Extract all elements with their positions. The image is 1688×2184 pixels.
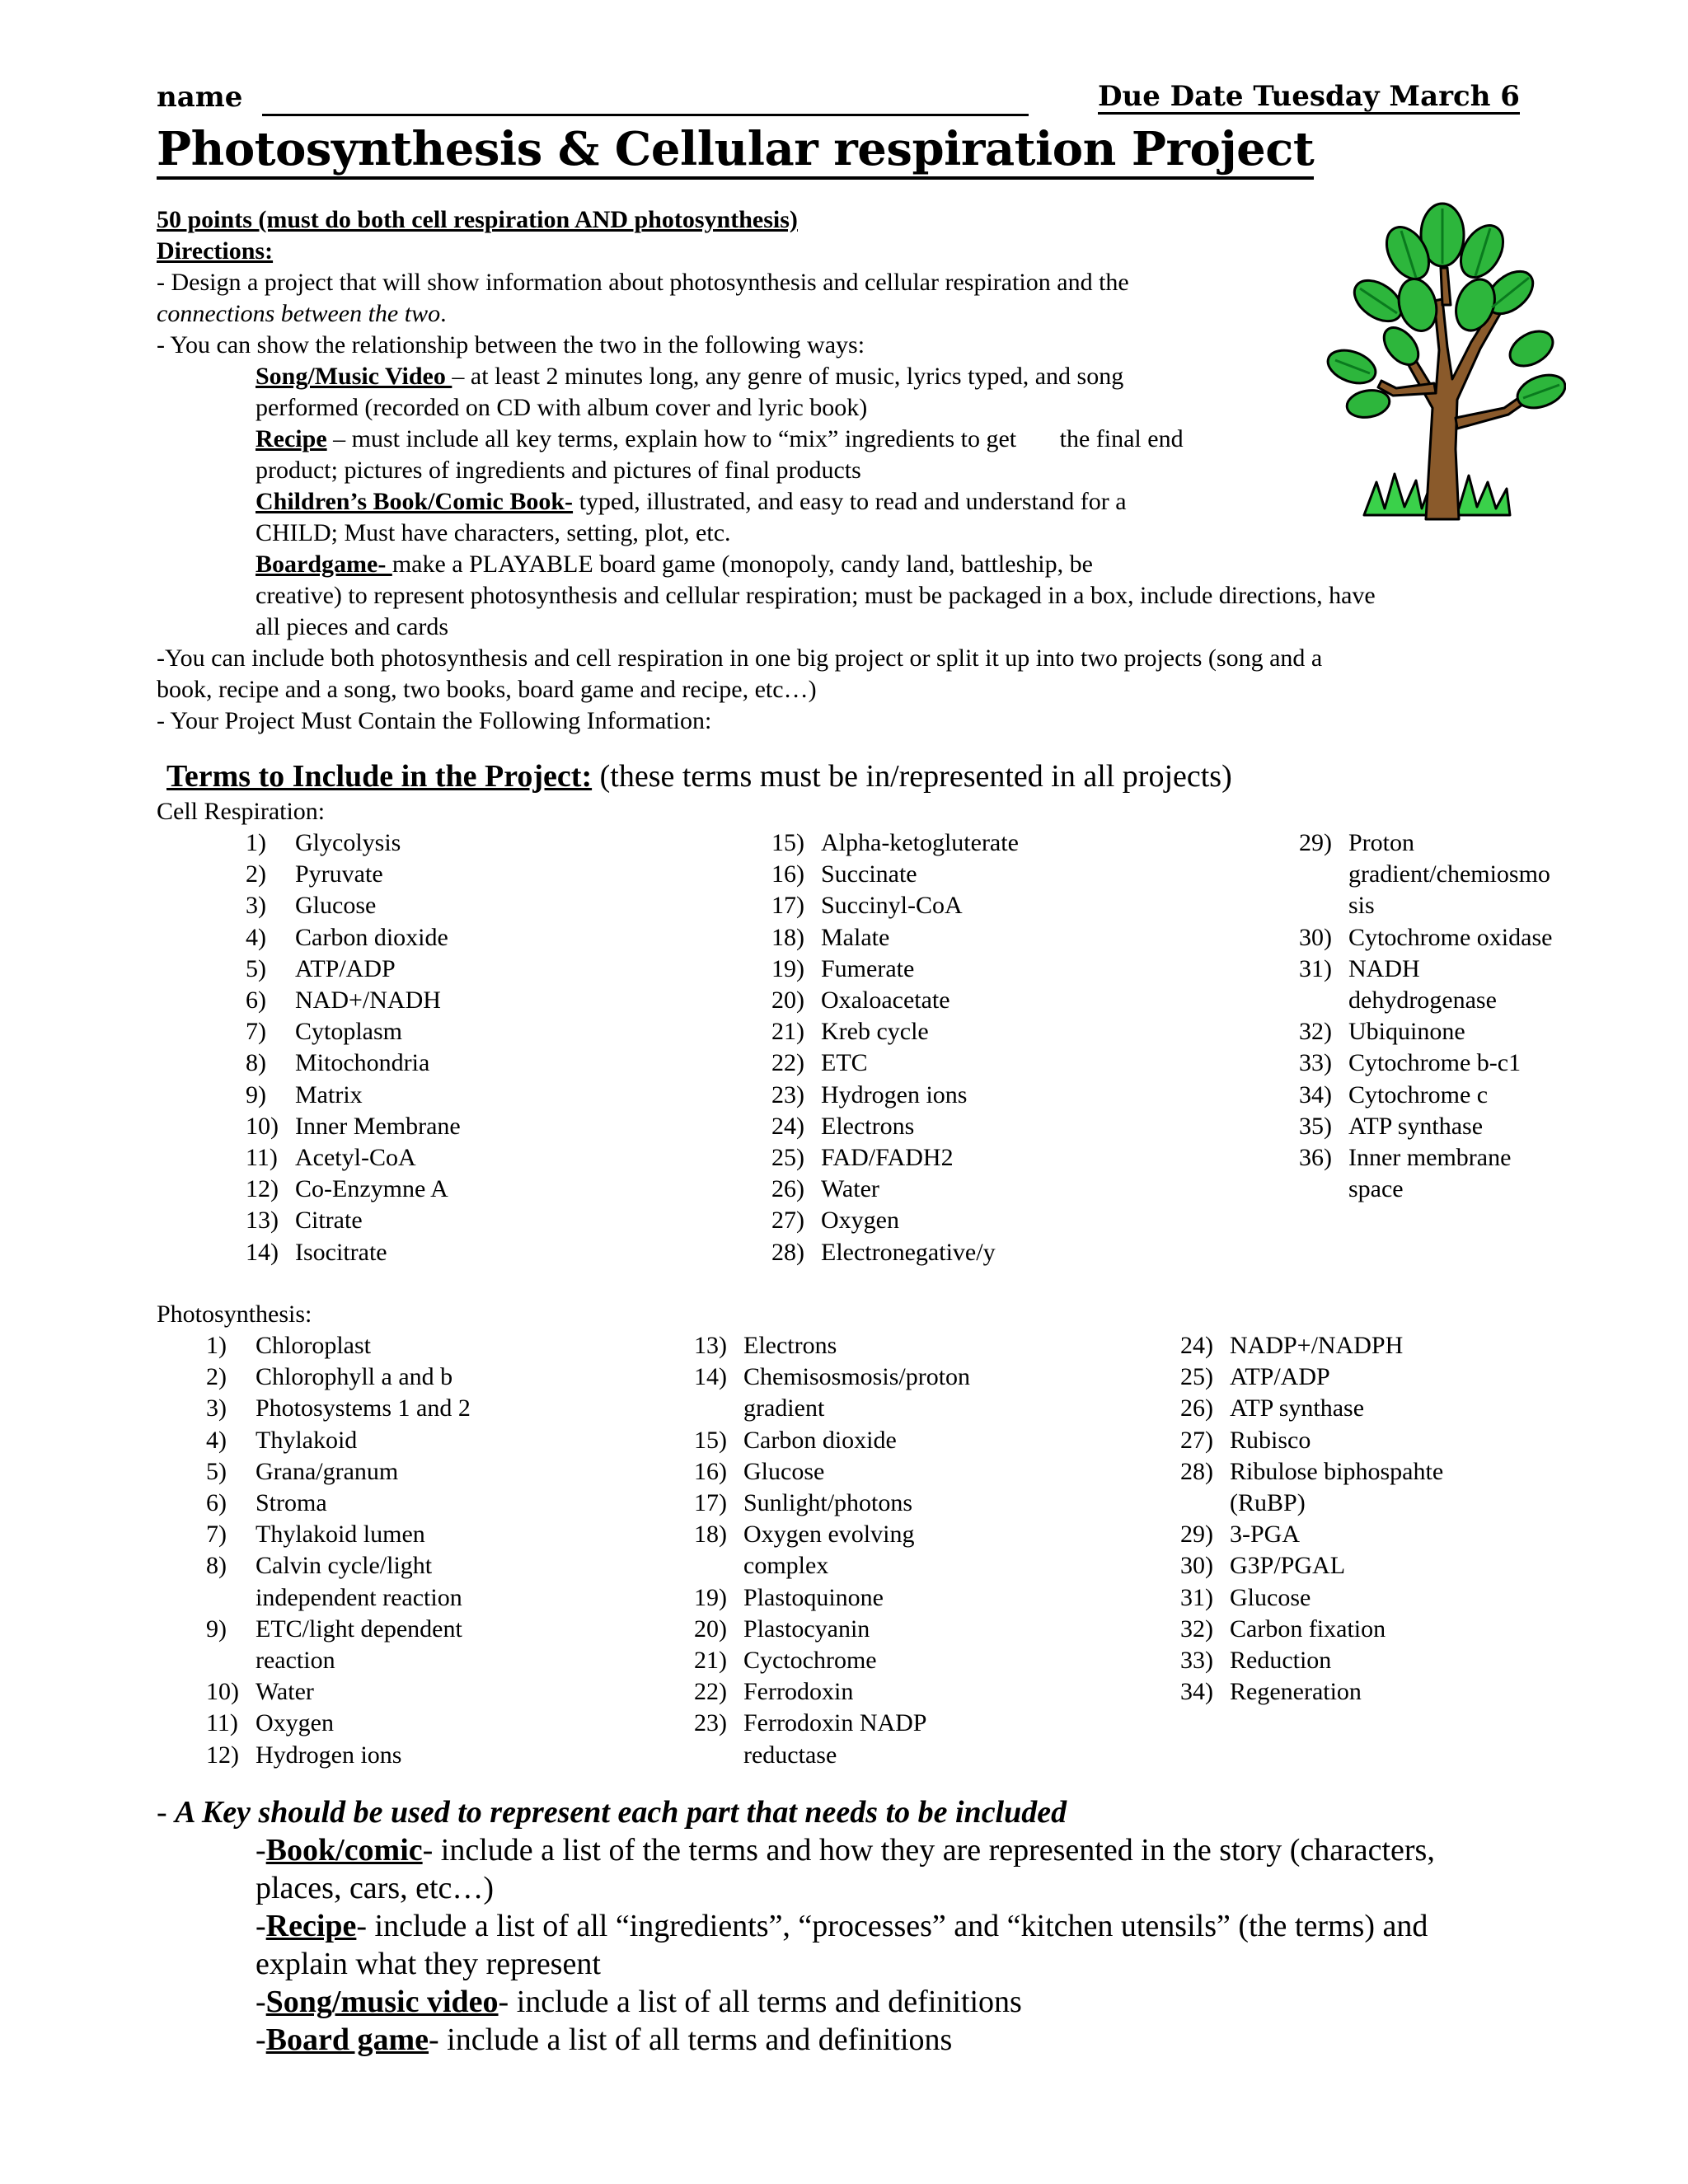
list-item-term: ATP/ADP xyxy=(1230,1363,1330,1391)
list-item-number: 25) xyxy=(1180,1363,1213,1391)
key-item-book-label: Book/comic xyxy=(265,1833,423,1868)
list-item-number: 1) xyxy=(206,1332,227,1359)
list-item-number: 28) xyxy=(771,1238,804,1266)
key-heading xyxy=(157,1793,1067,1831)
directions-line-2 xyxy=(157,298,447,330)
option-book-label: Children’s Book/Comic Book- xyxy=(256,488,574,515)
list-item-term: Water xyxy=(256,1678,314,1706)
list-item-term: Oxaloacetate xyxy=(821,987,950,1015)
list-item-number: 3) xyxy=(206,1394,227,1422)
list-item-number: 27) xyxy=(771,1207,804,1235)
list-item-number: 30) xyxy=(1299,923,1332,951)
list-item xyxy=(246,1142,707,1174)
list-item-term: ETC/light dependent xyxy=(256,1615,462,1643)
list-item xyxy=(1299,1080,1662,1111)
list-item-number: 12) xyxy=(206,1741,239,1769)
photosynthesis-list-1 xyxy=(206,1330,684,1771)
key-item-song-label: Song/music video xyxy=(265,1985,499,2019)
list-item-term: Alpha-ketogluterate xyxy=(821,829,1019,856)
list-item-number: 14) xyxy=(246,1238,279,1266)
list-item-term: Chemisosmosis/proton xyxy=(743,1363,971,1391)
list-item-number: 9) xyxy=(246,1080,266,1108)
option-song-line-2: performed (recorded on CD with album cover and lyric book) xyxy=(256,394,868,421)
key-item-recipe-line-2: explain what they represent xyxy=(256,1947,601,1981)
list-item-number: 7) xyxy=(206,1521,227,1549)
option-recipe-line-2: product; pictures of ingredients and pictures of final products xyxy=(256,457,861,484)
list-item-term: Cytochrome b-c1 xyxy=(1348,1049,1522,1077)
list-item-term: Water xyxy=(821,1175,879,1203)
list-item xyxy=(246,985,707,1016)
key-item-boardgame: -Board game- include a list of all terms and definitions xyxy=(256,2022,953,2057)
list-item xyxy=(771,1016,1233,1047)
list-item-number: 9) xyxy=(206,1615,227,1643)
directions-contain: - Your Project Must Contain the Following Information: xyxy=(157,707,712,734)
list-item-number: 15) xyxy=(771,829,804,856)
list-item-number: 31) xyxy=(1180,1583,1213,1611)
list-item-term: Carbon dioxide xyxy=(743,1426,897,1454)
key-heading-text: A Key should be used to represent each part that needs to be included xyxy=(175,1795,1067,1830)
list-item xyxy=(1299,1047,1662,1079)
list-item-number: 24) xyxy=(1180,1332,1213,1359)
list-item-term: Glucose xyxy=(1230,1583,1311,1611)
key-item-book-text: - include a list of the terms and how they are represented in the story (characters, xyxy=(422,1833,1435,1868)
list-item xyxy=(1299,827,1662,922)
list-item xyxy=(206,1614,684,1676)
list-item xyxy=(206,1488,684,1519)
page-title: Photosynthesis & Cellular respiration Project xyxy=(157,122,1314,180)
list-item-term: Oxygen evolving xyxy=(743,1521,915,1549)
list-item xyxy=(246,1237,707,1268)
list-item-term: ATP/ADP xyxy=(295,954,396,982)
list-item-term: Ferrodoxin xyxy=(743,1678,854,1706)
list-item-term: Oxygen xyxy=(256,1709,334,1737)
list-item-number: 31) xyxy=(1299,954,1332,982)
list-item-number: 21) xyxy=(771,1018,804,1046)
list-item-term: Pyruvate xyxy=(295,860,383,888)
list-item-number: 21) xyxy=(694,1647,727,1675)
terms-heading-note: (these terms must be in/represented in all projects) xyxy=(592,759,1232,794)
option-book-line-2: CHILD; Must have characters, setting, plot, etc. xyxy=(256,519,731,546)
list-item-number: 23) xyxy=(694,1709,727,1737)
list-item xyxy=(694,1708,1172,1770)
list-item-number: 12) xyxy=(246,1175,279,1203)
list-item xyxy=(1180,1456,1642,1519)
list-item-number: 2) xyxy=(206,1363,227,1391)
directions-line-2-end: . xyxy=(440,300,447,327)
list-item-term: complex xyxy=(743,1552,829,1580)
list-item-term: Proton xyxy=(1348,829,1415,856)
list-item xyxy=(246,1205,707,1236)
list-item-term: Rubisco xyxy=(1230,1426,1311,1454)
list-item-term: reductase xyxy=(743,1741,837,1769)
list-item-term: NADH xyxy=(1348,954,1420,982)
list-item-number: 19) xyxy=(771,954,804,982)
list-item xyxy=(771,1080,1233,1111)
list-item-term: ATP synthase xyxy=(1230,1394,1365,1422)
list-item xyxy=(246,1111,707,1142)
list-item-term: Calvin cycle/light xyxy=(256,1552,433,1580)
list-item xyxy=(246,954,707,985)
list-item-number: 13) xyxy=(694,1332,727,1359)
header-row xyxy=(157,80,1520,122)
option-recipe-line-1 xyxy=(256,424,1184,455)
list-item xyxy=(694,1645,1172,1676)
cell-respiration-list-2 xyxy=(771,827,1233,1268)
list-item-term: Inner membrane xyxy=(1348,1144,1512,1172)
list-item xyxy=(1180,1330,1642,1361)
list-item-number: 36) xyxy=(1299,1144,1332,1172)
list-item xyxy=(1180,1425,1642,1456)
due-date: Due Date Tuesday March 6 xyxy=(1098,80,1520,113)
name-label: name xyxy=(157,81,243,114)
list-item-term: 3-PGA xyxy=(1230,1521,1301,1549)
list-item xyxy=(206,1330,684,1361)
option-boardgame-label: Boardgame- xyxy=(256,551,392,578)
list-item xyxy=(694,1519,1172,1582)
list-item-number: 19) xyxy=(694,1583,727,1611)
list-item xyxy=(1299,1111,1662,1142)
directions-line-1: - Design a project that will show information about photosynthesis and cellular respiration and the xyxy=(157,269,1129,296)
list-item-term: Glycolysis xyxy=(295,829,401,856)
list-item-number: 26) xyxy=(1180,1394,1213,1422)
list-item xyxy=(206,1676,684,1708)
list-item xyxy=(206,1708,684,1739)
list-item-number: 3) xyxy=(246,892,266,920)
cell-respiration-list-1 xyxy=(246,827,707,1268)
list-item-number: 20) xyxy=(771,987,804,1015)
list-item-term: Cytoplasm xyxy=(295,1018,403,1046)
list-item-number: 11) xyxy=(206,1709,238,1737)
list-item-term: Glucose xyxy=(295,892,377,920)
list-item-number: 29) xyxy=(1299,829,1332,856)
cell-respiration-label: Cell Respiration: xyxy=(157,798,326,825)
key-item-book: -Book/comic- include a list of the terms and how they are represented in the story (characters, xyxy=(256,1833,1435,1868)
list-item-term: Sunlight/photons xyxy=(743,1489,913,1517)
list-item-number: 7) xyxy=(246,1018,266,1046)
list-item-number: 10) xyxy=(206,1678,239,1706)
list-item-term: Thylakoid lumen xyxy=(256,1521,425,1549)
list-item xyxy=(771,1174,1233,1205)
list-item-number: 1) xyxy=(246,829,266,856)
list-item xyxy=(1180,1550,1642,1582)
list-item-term: (RuBP) xyxy=(1230,1489,1306,1517)
list-item xyxy=(1180,1645,1642,1676)
option-song-label: Song/Music Video xyxy=(256,363,452,390)
list-item-number: 28) xyxy=(1180,1457,1213,1485)
list-item-term: Chlorophyll a and b xyxy=(256,1363,453,1391)
list-item-number: 11) xyxy=(246,1144,278,1172)
list-item xyxy=(246,1174,707,1205)
list-item-term: Ubiquinone xyxy=(1348,1018,1465,1046)
list-item-number: 8) xyxy=(246,1049,266,1077)
key-item-book-line-2: places, cars, etc…) xyxy=(256,1871,495,1905)
list-item-term: Hydrogen ions xyxy=(821,1080,968,1108)
list-item-term: dehydrogenase xyxy=(1348,987,1497,1015)
list-item xyxy=(771,1237,1233,1268)
list-item-number: 35) xyxy=(1299,1112,1332,1140)
option-boardgame-line-2: creative) to represent photosynthesis and cellular respiration; must be packaged in a box, include directions, have xyxy=(256,582,1376,609)
list-item xyxy=(694,1676,1172,1708)
list-item xyxy=(1180,1614,1642,1645)
list-item-term: reaction xyxy=(256,1647,335,1675)
list-item xyxy=(694,1456,1172,1488)
list-item xyxy=(246,1080,707,1111)
list-item-term: Isocitrate xyxy=(295,1238,387,1266)
list-item-number: 27) xyxy=(1180,1426,1213,1454)
key-item-recipe-label: Recipe xyxy=(265,1909,357,1943)
list-item xyxy=(206,1550,684,1613)
list-item-number: 32) xyxy=(1299,1018,1332,1046)
option-recipe-text-1: – must include all key terms, explain how to “mix” ingredients to get the final end xyxy=(326,425,1184,452)
list-item xyxy=(771,922,1233,954)
option-boardgame-line-1 xyxy=(256,549,1093,580)
list-item-term: Plastocyanin xyxy=(743,1615,870,1643)
list-item-number: 10) xyxy=(246,1112,279,1140)
list-item xyxy=(771,1142,1233,1174)
list-item-number: 29) xyxy=(1180,1521,1213,1549)
list-item-term: ATP synthase xyxy=(1348,1112,1484,1140)
list-item-term: Acetyl-CoA xyxy=(295,1144,416,1172)
list-item xyxy=(771,827,1233,859)
list-item-term: NAD+/NADH xyxy=(295,987,441,1015)
option-boardgame-text-1: make a PLAYABLE board game (monopoly, candy land, battleship, be xyxy=(392,551,1093,578)
option-song-text-1: – at least 2 minutes long, any genre of music, lyrics typed, and song xyxy=(452,363,1124,390)
list-item xyxy=(1180,1676,1642,1708)
list-item-number: 18) xyxy=(694,1521,727,1549)
list-item-term: Glucose xyxy=(743,1457,825,1485)
list-item xyxy=(771,954,1233,985)
list-item-term: Ribulose biphospahte xyxy=(1230,1457,1444,1485)
list-item-term: ETC xyxy=(821,1049,868,1077)
list-item xyxy=(694,1361,1172,1424)
list-item-term: independent reaction xyxy=(256,1583,462,1611)
option-boardgame-line-3: all pieces and cards xyxy=(256,613,449,640)
list-item-term: Malate xyxy=(821,923,890,951)
list-item-term: Fumerate xyxy=(821,954,915,982)
list-item xyxy=(206,1456,684,1488)
list-item xyxy=(771,1047,1233,1079)
list-item-term: Plastoquinone xyxy=(743,1583,884,1611)
list-item-term: Cyctochrome xyxy=(743,1647,877,1675)
key-item-boardgame-label: Board game xyxy=(265,2022,429,2057)
list-item-number: 6) xyxy=(246,987,266,1015)
list-item-term: Ferrodoxin NADP xyxy=(743,1709,927,1737)
terms-heading xyxy=(166,758,1232,794)
list-item xyxy=(771,1111,1233,1142)
list-item-number: 30) xyxy=(1180,1552,1213,1580)
terms-heading-label: Terms to Include in the Project: xyxy=(166,759,593,794)
key-dash: - xyxy=(157,1795,176,1830)
tree-icon xyxy=(1319,202,1566,527)
list-item-number: 32) xyxy=(1180,1615,1213,1643)
list-item-term: Electrons xyxy=(821,1112,915,1140)
list-item xyxy=(1299,1142,1662,1205)
list-item-term: NADP+/NADPH xyxy=(1230,1332,1404,1359)
list-item-term: gradient xyxy=(743,1394,825,1422)
list-item-term: Oxygen xyxy=(821,1207,899,1235)
list-item-term: space xyxy=(1348,1175,1404,1203)
list-item-term: Stroma xyxy=(256,1489,327,1517)
list-item xyxy=(694,1488,1172,1519)
list-item xyxy=(694,1330,1172,1361)
key-item-recipe-text: - include a list of all “ingredients”, “processes” and “kitchen utensils” (the terms) and xyxy=(356,1909,1428,1943)
list-item-number: 13) xyxy=(246,1207,279,1235)
list-item-term: Grana/granum xyxy=(256,1457,399,1485)
list-item-term: gradient/chemiosmo xyxy=(1348,860,1550,888)
list-item-term: Photosystems 1 and 2 xyxy=(256,1394,471,1422)
list-item xyxy=(246,1047,707,1079)
list-item-term: FAD/FADH2 xyxy=(821,1144,954,1172)
name-blank-line[interactable] xyxy=(262,114,1029,116)
option-book-line-1 xyxy=(256,486,1127,518)
list-item-number: 14) xyxy=(694,1363,727,1391)
list-item-number: 33) xyxy=(1180,1647,1213,1675)
list-item-number: 22) xyxy=(771,1049,804,1077)
list-item xyxy=(1180,1519,1642,1550)
key-item-song-text: - include a list of all terms and definitions xyxy=(498,1985,1022,2019)
photosynthesis-label: Photosynthesis: xyxy=(157,1301,312,1328)
list-item xyxy=(206,1519,684,1550)
list-item-number: 4) xyxy=(246,923,266,951)
photosynthesis-list-3 xyxy=(1180,1330,1642,1708)
connections-italic: connections between the two xyxy=(157,300,441,327)
list-item-number: 2) xyxy=(246,860,266,888)
list-item xyxy=(246,1016,707,1047)
list-item-number: 15) xyxy=(694,1426,727,1454)
key-item-boardgame-text: - include a list of all terms and definitions xyxy=(429,2022,953,2057)
list-item-term: Electrons xyxy=(743,1332,837,1359)
list-item-term: Electronegative/y xyxy=(821,1238,996,1266)
list-item xyxy=(771,985,1233,1016)
list-item-number: 26) xyxy=(771,1175,804,1203)
list-item xyxy=(246,827,707,859)
directions-both-1: -You can include both photosynthesis and cell respiration in one big project or split it up into two projects (song and a xyxy=(157,644,1323,672)
list-item-term: Inner Membrane xyxy=(295,1112,461,1140)
list-item xyxy=(246,859,707,890)
photosynthesis-list-2 xyxy=(694,1330,1172,1771)
list-item-number: 24) xyxy=(771,1112,804,1140)
points-line: 50 points (must do both cell respiration AND photosynthesis) xyxy=(157,206,798,233)
list-item-term: Succinate xyxy=(821,860,917,888)
list-item-number: 25) xyxy=(771,1144,804,1172)
list-item xyxy=(206,1740,684,1771)
list-item-number: 16) xyxy=(694,1457,727,1485)
list-item xyxy=(1180,1582,1642,1614)
directions-line-3: - You can show the relationship between the two in the following ways: xyxy=(157,331,865,359)
list-item xyxy=(206,1361,684,1393)
directions-heading: Directions: xyxy=(157,237,274,265)
list-item-number: 33) xyxy=(1299,1049,1332,1077)
list-item-term: Matrix xyxy=(295,1080,363,1108)
list-item xyxy=(1180,1393,1642,1424)
list-item xyxy=(1180,1361,1642,1393)
list-item-term: Citrate xyxy=(295,1207,363,1235)
list-item-term: Thylakoid xyxy=(256,1426,358,1454)
list-item-term: Kreb cycle xyxy=(821,1018,929,1046)
list-item-number: 23) xyxy=(771,1080,804,1108)
list-item xyxy=(246,890,707,921)
list-item-number: 8) xyxy=(206,1552,227,1580)
list-item-term: Mitochondria xyxy=(295,1049,430,1077)
cell-respiration-list-3 xyxy=(1299,827,1662,1205)
option-recipe-label: Recipe xyxy=(256,425,327,452)
list-item-number: 20) xyxy=(694,1615,727,1643)
list-item-term: sis xyxy=(1348,892,1375,920)
list-item-number: 22) xyxy=(694,1678,727,1706)
list-item-number: 4) xyxy=(206,1426,227,1454)
list-item-term: Cytochrome oxidase xyxy=(1348,923,1553,951)
list-item-term: Reduction xyxy=(1230,1647,1332,1675)
list-item-term: Succinyl-CoA xyxy=(821,892,963,920)
list-item-number: 6) xyxy=(206,1489,227,1517)
list-item-number: 34) xyxy=(1180,1678,1213,1706)
list-item-number: 17) xyxy=(771,892,804,920)
list-item xyxy=(771,890,1233,921)
list-item-number: 5) xyxy=(206,1457,227,1485)
list-item xyxy=(694,1614,1172,1645)
list-item xyxy=(694,1582,1172,1614)
option-book-text-1: typed, illustrated, and easy to read and understand for a xyxy=(573,488,1127,515)
list-item-number: 16) xyxy=(771,860,804,888)
list-item-term: Hydrogen ions xyxy=(256,1741,402,1769)
list-item-number: 18) xyxy=(771,923,804,951)
list-item-term: Chloroplast xyxy=(256,1332,371,1359)
list-item xyxy=(206,1393,684,1424)
list-item xyxy=(694,1425,1172,1456)
list-item-number: 5) xyxy=(246,954,266,982)
list-item xyxy=(1299,954,1662,1016)
list-item-term: Co-Enzymne A xyxy=(295,1175,448,1203)
key-item-recipe: -Recipe- include a list of all “ingredients”, “processes” and “kitchen utensils” (the terms) and xyxy=(256,1909,1428,1943)
list-item-term: Carbon dioxide xyxy=(295,923,448,951)
key-item-song: -Song/music video- include a list of all terms and definitions xyxy=(256,1985,1022,2019)
list-item-term: G3P/PGAL xyxy=(1230,1552,1346,1580)
list-item-term: Cytochrome c xyxy=(1348,1080,1489,1108)
directions-both-2: book, recipe and a song, two books, board game and recipe, etc…) xyxy=(157,676,817,703)
list-item xyxy=(771,859,1233,890)
list-item-term: Carbon fixation xyxy=(1230,1615,1386,1643)
list-item xyxy=(1299,1016,1662,1047)
list-item-number: 34) xyxy=(1299,1080,1332,1108)
list-item xyxy=(1299,922,1662,954)
option-song-line-1 xyxy=(256,361,1123,392)
list-item xyxy=(206,1425,684,1456)
list-item-number: 17) xyxy=(694,1489,727,1517)
list-item xyxy=(246,922,707,954)
list-item-term: Regeneration xyxy=(1230,1678,1362,1706)
list-item xyxy=(771,1205,1233,1236)
